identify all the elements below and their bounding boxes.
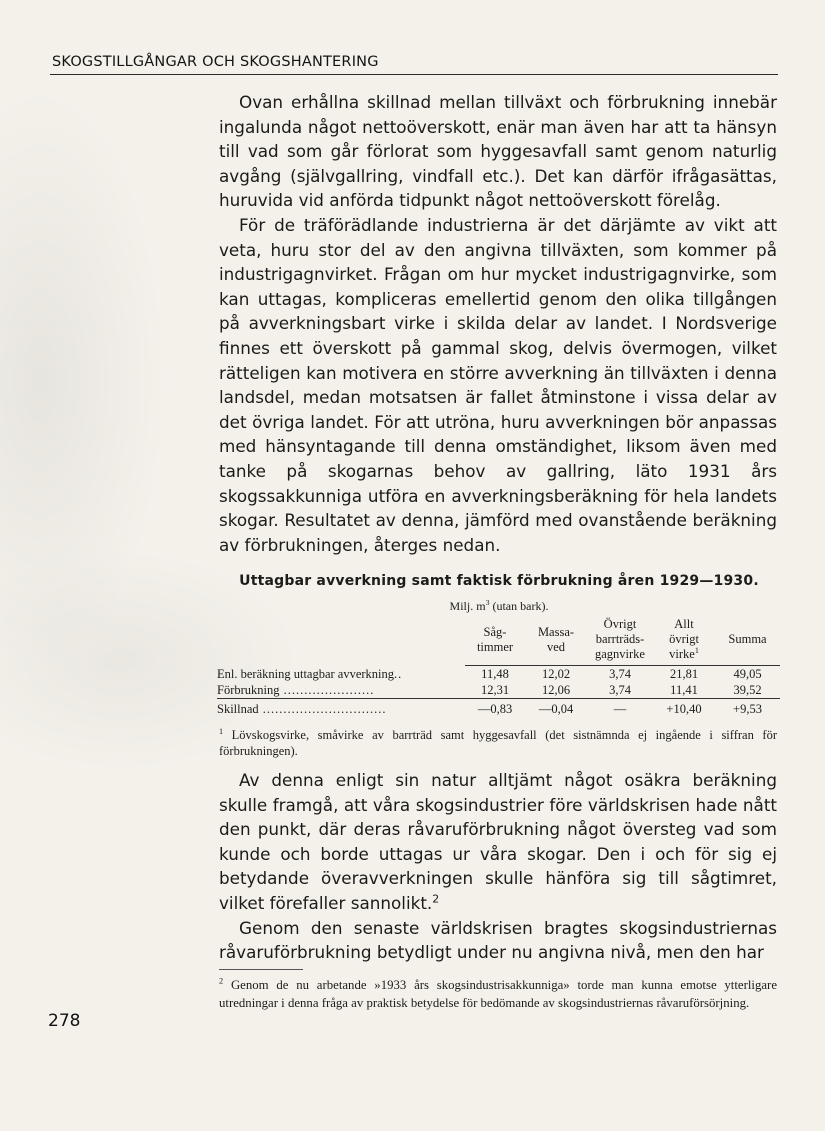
table-unit-suffix: (utan bark). <box>489 599 549 613</box>
dot-leader: .............................. <box>258 702 387 716</box>
footnote-ref-2: 2 <box>432 892 440 906</box>
col-header-allt-ovrigt-text: Allt övrigt virke <box>669 617 699 661</box>
header-rule <box>50 74 778 75</box>
row-label-text: Enl. beräkning uttagbar avverkning <box>217 666 395 681</box>
table-unit-label: Milj. m <box>449 599 486 613</box>
paragraph-3 <box>219 768 777 916</box>
page-footnote <box>219 977 777 1012</box>
table-row <box>217 682 780 699</box>
table-header-row <box>217 615 780 666</box>
cell-allt-ovrigt: 21,81 <box>669 667 699 681</box>
running-head: SKOGSTILLGÅNGAR OCH SKOGSHANTERING <box>52 54 379 70</box>
body-text-upper <box>219 90 777 557</box>
row-label-text: Förbrukning <box>217 683 280 697</box>
cell-summa: 39,52 <box>733 683 762 697</box>
col-header-summa: Summa <box>715 615 780 666</box>
dot-leader: ...................... <box>279 683 375 697</box>
row-label-text: Skillnad <box>217 702 259 716</box>
table-row <box>217 699 780 718</box>
col-header-massaved: Massa- ved <box>525 615 587 666</box>
footnote-ref-1: 1 <box>694 645 699 655</box>
dot-leader: .. <box>394 666 403 681</box>
table-unit-exponent: 3 <box>485 598 490 607</box>
page-number: 278 <box>48 1011 81 1031</box>
cell-ovrigt: 3,74 <box>609 683 631 697</box>
page-footnote-mark: 2 <box>219 976 224 986</box>
table-footnote-text: Lövskogsvirke, småvirke av barrträd samt hyggesavfall (det sistnämnda ej ingående i siffran för förbrukningen). <box>219 728 777 758</box>
paragraph-1: Ovan erhållna skillnad mellan tillväxt och förbrukning innebär ingalunda något nettoöverskott, enär man även har att ta hänsyn till vad som går förlorat som hyggesavfall samt genom naturlig avgång (självgallring, vindfall etc.). Det kan därför ifrågasättas, huruvida vid anförda tidpunkt något nettoöverskott förelåg. <box>219 92 777 211</box>
table-unit <box>219 599 779 614</box>
data-table <box>217 615 780 717</box>
table-footnote-mark: 1 <box>219 726 224 736</box>
cell-allt-ovrigt: 11,41 <box>670 683 698 697</box>
table-footnote <box>219 727 777 759</box>
paragraph-3-text: Av denna enligt sin natur alltjämt något osäkra beräkning skulle framgå, att våra skogsindustrier före världskrisen hade nått den punkt, där deras råvaruförbrukning något översteg vad som kunde och borde uttagas ur våra skogar. Den i och för sig ej betydande överavverkningen skulle hänföra sig till sågtimret, vilket förefaller sannolikt. <box>219 770 777 913</box>
cell-ovrigt: — <box>587 699 653 718</box>
paragraph-4: Genom den senaste världskrisen bragtes skogsindustriernas råvaruförbrukning betydligt under nu angivna nivå, men den har <box>219 917 777 963</box>
table-title: Uttagbar avverkning samt faktisk förbrukning åren 1929—1930. <box>239 573 759 589</box>
body-text-lower <box>219 768 777 965</box>
cell-sagtimmer: —0,83 <box>465 699 525 718</box>
cell-sagtimmer: 12,31 <box>480 683 510 697</box>
col-header-sagtimmer: Såg- timmer <box>465 615 525 666</box>
table-row <box>217 666 780 683</box>
col-header-allt-ovrigt <box>653 615 715 666</box>
cell-ovrigt: 3,74 <box>609 667 631 681</box>
col-header-ovrigt-barrtrads: Övrigt barrträds- gagnvirke <box>587 615 653 666</box>
cell-summa: 49,05 <box>733 667 762 681</box>
cell-massaved: 12,06 <box>541 683 571 697</box>
cell-massaved: 12,02 <box>541 667 571 681</box>
cell-allt-ovrigt: +10,40 <box>653 699 715 718</box>
page-footnote-text: Genom de nu arbetande »1933 års skogsindustrisakkunniga» torde man kunna emotse ytterligare utredningar i denna fråga av praktisk betydelse för bedömande av skogsindustriernas råvaruförsörjning. <box>219 978 777 1010</box>
row-label <box>217 699 465 718</box>
footnote-rule <box>219 969 303 970</box>
cell-summa: +9,53 <box>715 699 780 718</box>
row-label <box>217 666 465 683</box>
paragraph-2: För de träförädlande industrierna är det därjämte av vikt att veta, huru stor del av den angivna tillväxten, som kommer på industrigagnvirket. Frågan om hur mycket industrigagnvirke, som kan uttagas, kompliceras emellertid genom den olika tillgången på avverkningsbart virke i skilda delar av landet. I Nordsverige finnes ett överskott på gammal skog, delvis övermogen, vilket rätteligen kan motivera en större avverkning än tillväxten i denna landsdel, medan motsatsen är fallet åtminstone i vissa delar av det övriga landet. För att utröna, huru avverkningen bör anpassas med hänsyntagande till denna omständighet, liksom även med tanke på skogarnas behov av gallring, läto 1931 års skogssakkunniga utföra en avverkningsberäkning för hela landets skogar. Resultatet av denna, jämförd med ovanstående beräkning av förbrukningen, återges nedan. <box>219 214 777 555</box>
cell-sagtimmer: 11,48 <box>481 667 509 681</box>
header-blank <box>217 615 465 666</box>
cell-massaved: —0,04 <box>525 699 587 718</box>
row-label <box>217 682 465 699</box>
